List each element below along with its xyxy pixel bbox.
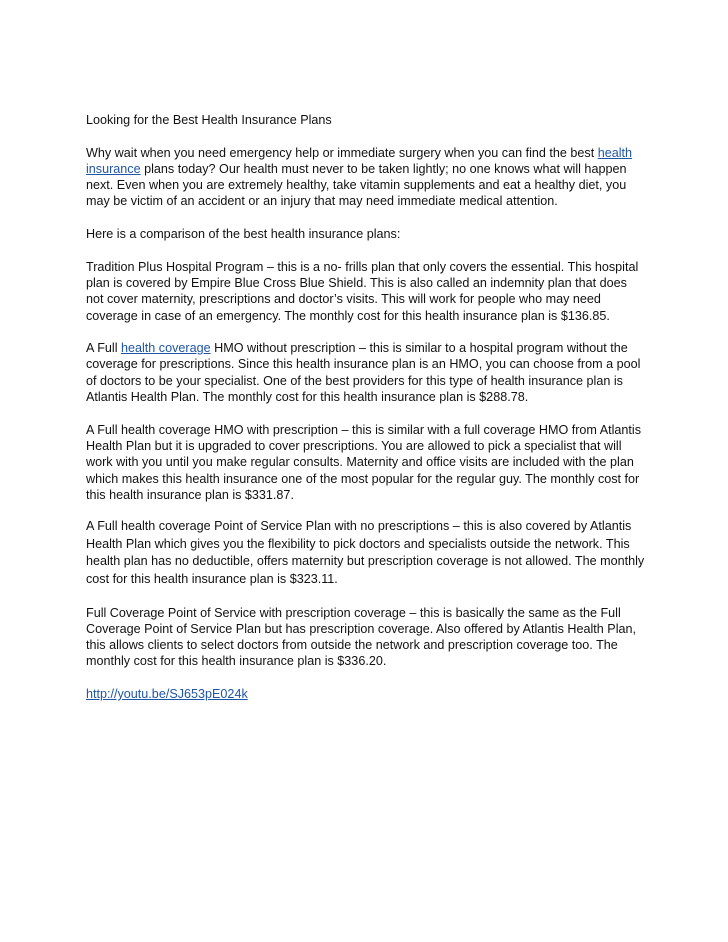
comparison-intro-paragraph: Here is a comparison of the best health insurance plans: <box>86 227 401 242</box>
video-link-paragraph <box>86 686 646 702</box>
plan2-text-pre: A Full <box>86 341 121 356</box>
intro-paragraph <box>86 145 646 210</box>
youtube-video-link[interactable]: http://youtu.be/SJ653pE024k <box>86 686 248 701</box>
plan-hmo-with-prescription-paragraph: A Full health coverage HMO with prescription – this is similar with a full coverage HMO from Atlantis Health Plan but it is upgraded to cover prescriptions. You are allowed to pick a specialist that will work with you until you make regular consults. Maternity and office visits are included with the plan which makes this health insurance one of the most popular for the regular guy. The monthly cost for this health insurance plan is $331.87. <box>86 422 642 502</box>
intro-text-post: plans today? Our health must never to be taken lightly; no one knows what will happen next. Even when you are extremely healthy, take vitamin supplements and eat a healthy diet, you may be victim of an accident or an injury that may need immediate medical attention. <box>86 161 627 209</box>
document-page <box>86 112 646 719</box>
plan2-text-post: HMO without prescription – this is similar to a hospital program without the coverage for prescriptions. Since this health insurance plan is an HMO, you can choose from a pool of doctors to be your specialist. One of the best providers for this type of health insurance plan is Atlantis Health Plan. The monthly cost for this health insurance plan is $288.78. <box>86 341 641 405</box>
health-insurance-link[interactable]: health insurance <box>86 145 633 176</box>
plan-pos-no-prescription-paragraph: A Full health coverage Point of Service Plan with no prescriptions – this is also covered by Atlantis Health Plan which gives you the flexibility to pick doctors and specialists outside the network. This health plan has no deductible, offers maternity but prescription coverage is not allowed. The monthly cost for this health insurance plan is $323.11. <box>86 519 645 586</box>
document-title: Looking for the Best Health Insurance Plans <box>86 113 332 127</box>
plan-tradition-plus-paragraph: Tradition Plus Hospital Program – this is a no- frills plan that only covers the essential. This hospital plan is covered by Empire Blue Cross Blue Shield. This is also called an indemnity plan that does not cover maternity, prescriptions and doctor’s visits. This will work for people who may need coverage in case of an emergency. The monthly cost for this health insurance plan is $136.85. <box>86 259 639 323</box>
plan-pos-with-prescription-paragraph: Full Coverage Point of Service with prescription coverage – this is basically the same as the Full Coverage Point of Service Plan but has prescription coverage. Also offered by Atlantis Health Plan, this allows clients to select doctors from outside the network and prescription coverage too. The monthly cost for this health insurance plan is $336.20. <box>86 605 637 669</box>
plan-hmo-without-prescription-paragraph <box>86 340 646 405</box>
intro-text-pre: Why wait when you need emergency help or immediate surgery when you can find the best <box>86 145 598 160</box>
health-coverage-link[interactable]: health coverage <box>121 341 211 356</box>
